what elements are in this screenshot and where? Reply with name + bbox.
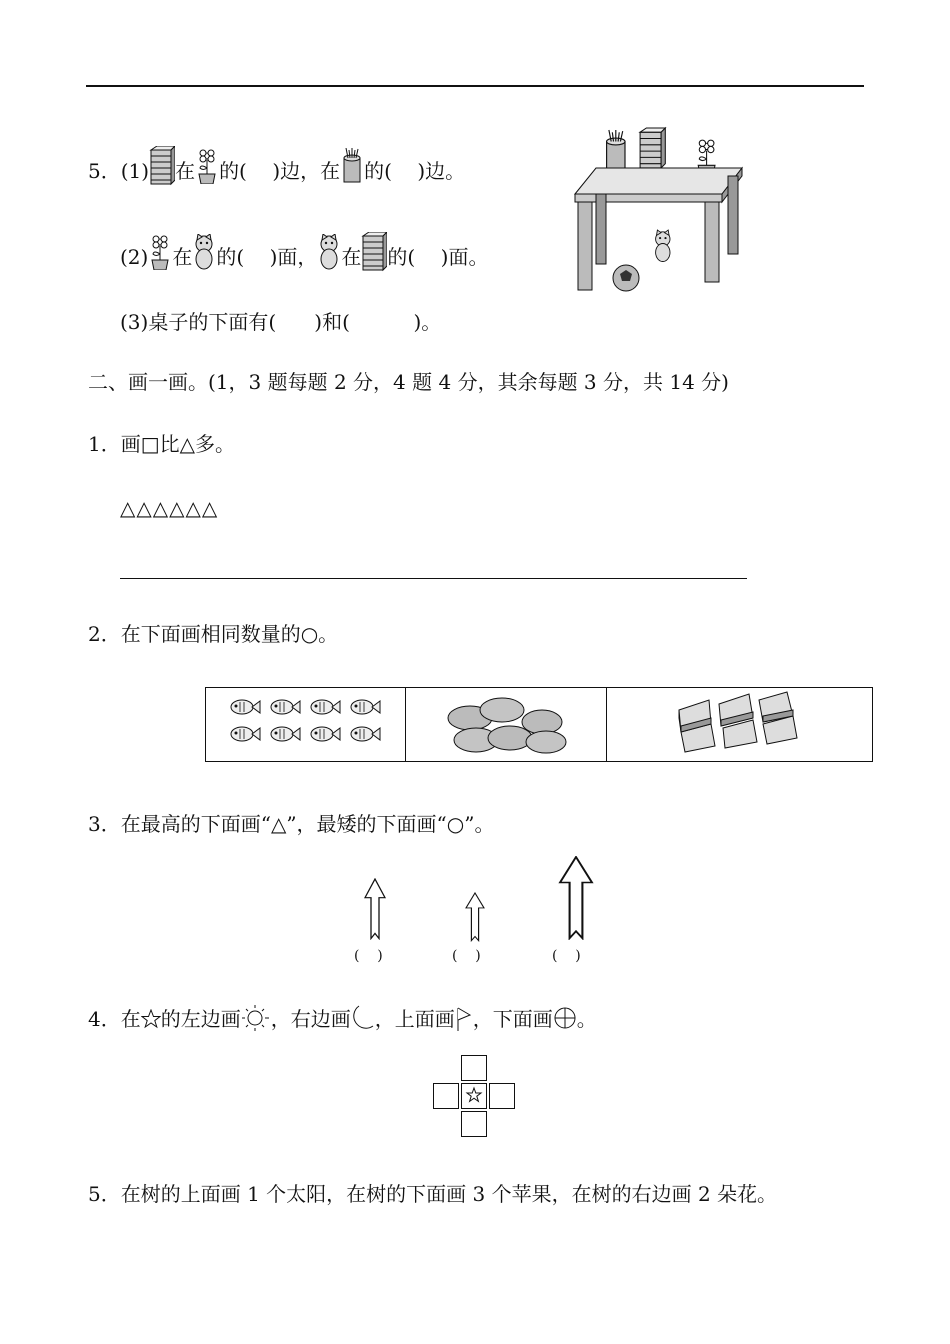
flower-pot-icon <box>195 148 219 184</box>
grid-cell-right[interactable] <box>489 1083 515 1109</box>
cat-icon <box>192 234 216 270</box>
sun-icon <box>241 1004 271 1032</box>
q5-part2: (2) 在 的( )面， 在 的( )面。 <box>120 232 488 272</box>
answer-paren-2[interactable]: ( ) <box>452 948 481 964</box>
grid-cell-bottom[interactable] <box>461 1111 487 1137</box>
q1-answer-line[interactable] <box>120 578 747 579</box>
star-icon <box>141 1009 161 1029</box>
books-icon <box>361 232 387 272</box>
top-rule <box>86 85 864 87</box>
flower-pot-icon <box>148 234 172 270</box>
star-icon <box>462 1084 486 1108</box>
table-scene-illustration <box>570 120 750 310</box>
pencil-cup-icon <box>340 148 364 184</box>
cat-icon <box>317 234 341 270</box>
grid-cell-left[interactable] <box>433 1083 459 1109</box>
grid-cell-center <box>461 1083 487 1109</box>
q2-table <box>205 687 873 762</box>
cake-cell[interactable] <box>607 688 872 761</box>
q2-title: 2．在下面画相同数量的○。 <box>88 622 339 646</box>
arrow-short <box>462 892 488 942</box>
fish-group <box>206 688 405 761</box>
answer-paren-3[interactable]: ( ) <box>552 948 581 964</box>
q1-triangles: △△△△△△ <box>120 496 219 520</box>
potato-cell[interactable] <box>406 688 607 761</box>
cross-grid <box>433 1055 517 1139</box>
potato-group <box>406 688 606 761</box>
arrow-medium <box>362 878 390 940</box>
moon-icon <box>351 1004 375 1032</box>
q5b-title: 5．在树的上面画 1 个太阳，在树的下面画 3 个苹果，在树的右边画 2 朵花。 <box>88 1182 778 1206</box>
section2-heading: 二、画一画。(1，3 题每题 2 分，4 题 4 分，其余每题 3 分，共 14 分) <box>88 370 729 394</box>
flag-icon <box>455 1006 473 1032</box>
grid-cell-top[interactable] <box>461 1055 487 1081</box>
fish-cell[interactable] <box>206 688 406 761</box>
arrow-tall <box>558 856 594 940</box>
q5-part1: 5．(1) 在 的( )边，在 的( )边。 <box>88 146 465 186</box>
cake-group <box>607 688 872 761</box>
answer-paren-1[interactable]: ( ) <box>354 948 383 964</box>
q3-title: 3．在最高的下面画“△”，最矮的下面画“○”。 <box>88 812 495 836</box>
circle-cross-icon <box>553 1006 577 1030</box>
books-icon <box>149 146 175 186</box>
q5-part3: (3)桌子的下面有( )和( )。 <box>120 310 442 334</box>
q1-title: 1．画□比△多。 <box>88 432 236 456</box>
q4-title: 4．在 的左边画 ，右边画 ，上面画 ，下面画 。 <box>88 1004 597 1032</box>
